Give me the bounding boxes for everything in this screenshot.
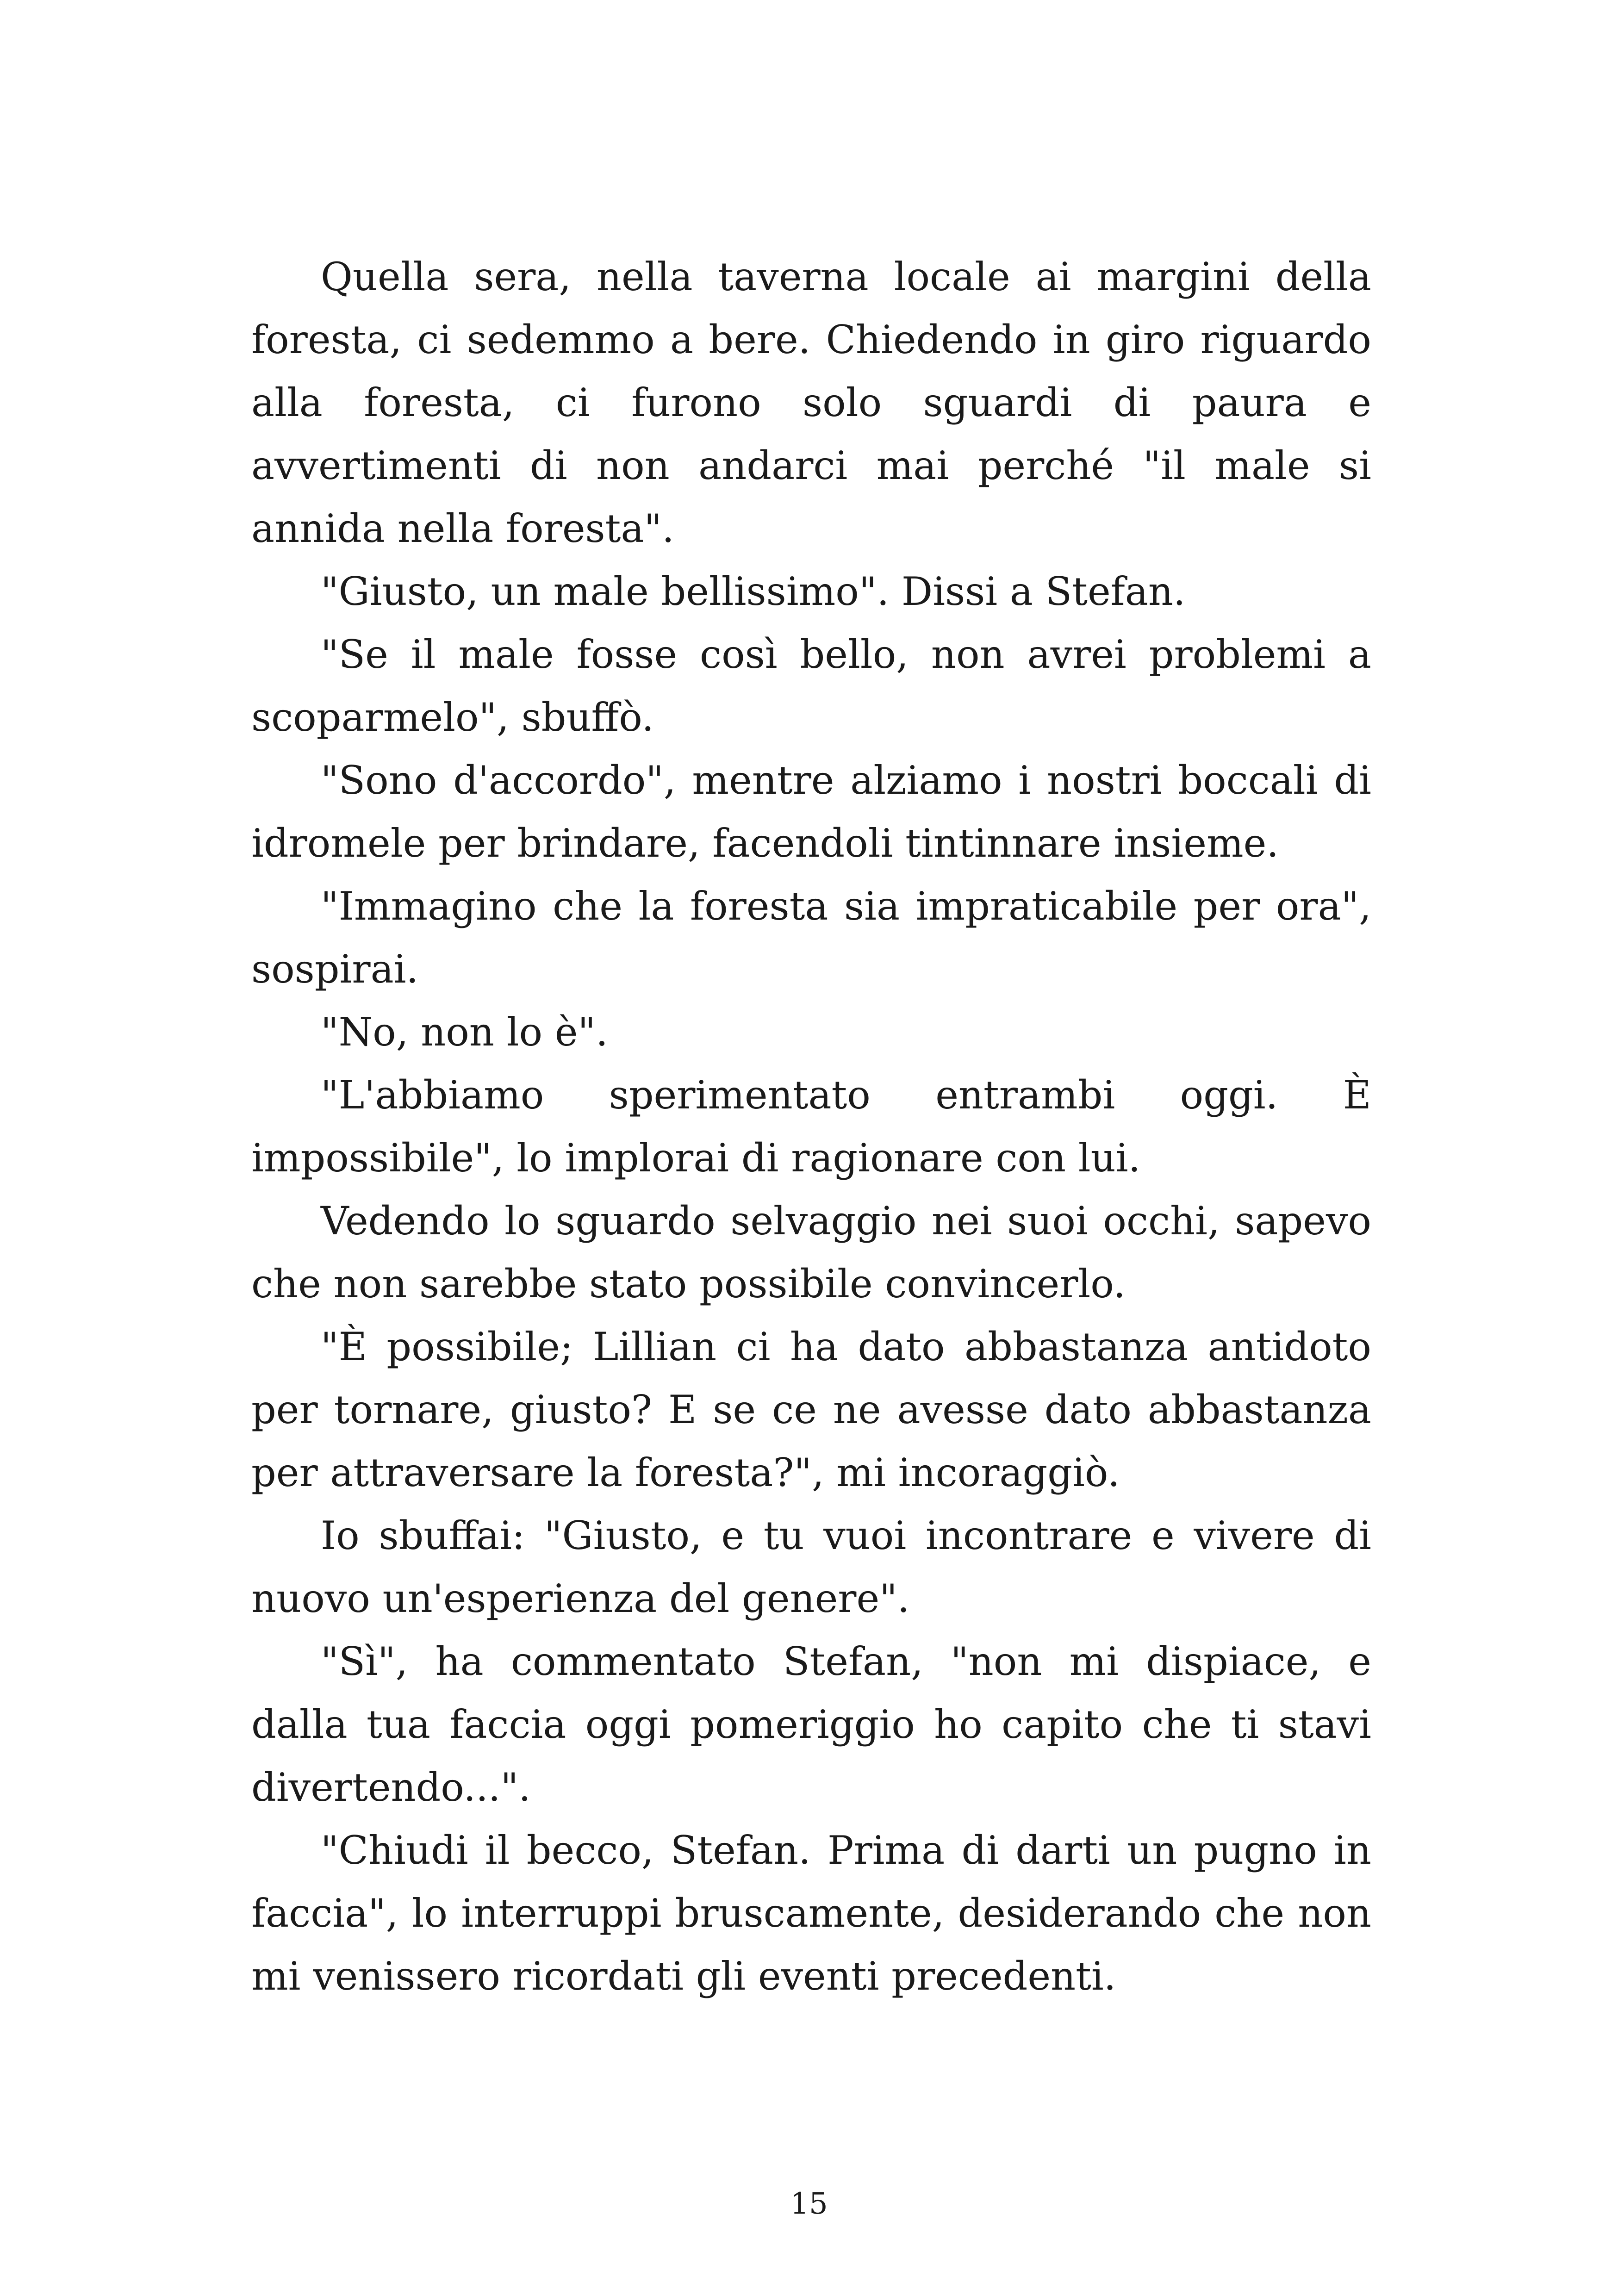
page-number: 15 bbox=[790, 2187, 828, 2221]
paragraph: "È possibile; Lillian ci ha dato abbastanza antidoto per tornare, giusto? E se ce ne avesse dato abbastanza per attraversare la foresta?", mi incoraggiò. bbox=[251, 1324, 1371, 1495]
paragraph: Io sbuffai: "Giusto, e tu vuoi incontrare e vivere di nuovo un'esperienza del genere". bbox=[251, 1513, 1371, 1621]
paragraph: Quella sera, nella taverna locale ai margini della foresta, ci sedemmo a bere. Chiedendo in giro riguardo alla foresta, ci furono solo sguardi di paura e avvertimenti di non andarci mai perché "il male si annida nella foresta". bbox=[251, 254, 1371, 551]
paragraph: "Giusto, un male bellissimo". Dissi a Stefan. bbox=[321, 569, 1186, 614]
paragraph: "Chiudi il becco, Stefan. Prima di darti un pugno in faccia", lo interruppi bruscamente, desiderando che non mi venissero ricordati gli eventi precedenti. bbox=[251, 1828, 1371, 1999]
paragraph: "L'abbiamo sperimentato entrambi oggi. È impossibile", lo implorai di ragionare con lui. bbox=[251, 1072, 1371, 1181]
body-text bbox=[251, 245, 1371, 2008]
paragraph: "No, non lo è". bbox=[321, 1009, 608, 1055]
paragraph: "Sì", ha commentato Stefan, "non mi dispiace, e dalla tua faccia oggi pomeriggio ho capito che ti stavi divertendo...". bbox=[251, 1639, 1371, 1810]
paragraph: "Immagino che la foresta sia impraticabile per ora", sospirai. bbox=[251, 884, 1371, 992]
paragraph: "Se il male fosse così bello, non avrei problemi a scoparmelo", sbuffò. bbox=[251, 632, 1371, 740]
paragraph: "Sono d'accordo", mentre alziamo i nostri boccali di idromele per brindare, facendoli tintinnare insieme. bbox=[251, 758, 1371, 866]
paragraph: Vedendo lo sguardo selvaggio nei suoi occhi, sapevo che non sarebbe stato possibile convincerlo. bbox=[251, 1198, 1371, 1307]
